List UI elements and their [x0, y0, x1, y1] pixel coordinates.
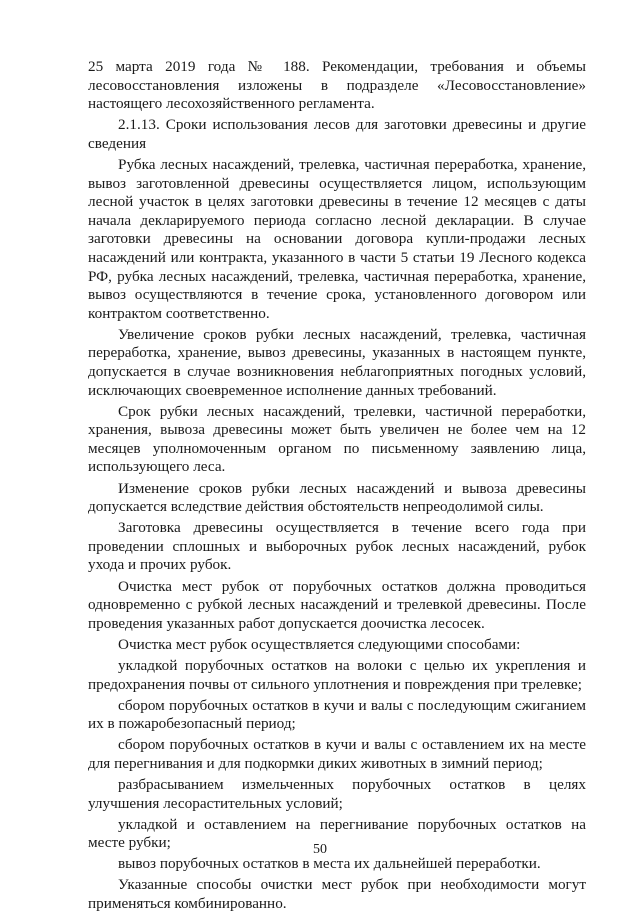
list-item: сбором порубочных остатков в кучи и валы с последующим сжиганием их в пожаробезопасный период; [88, 696, 586, 733]
list-item: сбором порубочных остатков в кучи и валы с оставлением их на месте для перегнивания и для подкормки диких животных в зимний период; [88, 736, 586, 772]
list-item: разбрасыванием измельченных порубочных остатков в целях улучшения лесорастительных условий; [88, 775, 586, 812]
list-item: укладкой и оставлением на перегнивание порубочных остатков на месте рубки; [88, 815, 586, 852]
list-item: укладкой порубочных остатков на волоки с целью их укрепления и предохранения почвы от сильного уплотнения и повреждения при трелевке; [88, 656, 586, 693]
paragraph-intro: 25 марта 2019 года № 188. Рекомендации, требования и объемы лесовосстановления изложены в подразделе «Лесовосстановление» настоящего лесохозяйственного регламента. [88, 58, 586, 113]
paragraph-cleaning: Очистка мест рубок от порубочных остатков должна проводиться одновременно с рубкой лесных насаждений и трелевкой древесины. После проведения указанных работ допускается доочистка лесосек. [88, 577, 586, 632]
list-item: вывоз порубочных остатков в места их дальнейшей переработки. [118, 855, 541, 873]
page-number: 50 [313, 842, 327, 857]
paragraph-year-round: Заготовка древесины осуществляется в течение всего года при проведении сплошных и выборочных рубок лесных насаждений, рубок ухода и прочих рубок. [88, 519, 586, 574]
paragraph-cleaning-methods: Очистка мест рубок осуществляется следующими способами: [118, 635, 521, 653]
paragraph-force-majeure: Изменение сроков рубки лесных насаждений и вывоза древесины допускается вследствие действия обстоятельств непреодолимой силы. [88, 479, 586, 516]
paragraph-combined: Указанные способы очистки мест рубок при необходимости могут применяться комбинированно. [88, 876, 586, 913]
paragraph-term-extension: Срок рубки лесных насаждений, трелевки, частичной переработки, хранения, вывоза древесины может быть увеличен не более чем на 12 месяцев уполномоченным органом по письменному заявлению лица, использующего леса. [88, 402, 586, 476]
paragraph-term-increase: Увеличение сроков рубки лесных насаждений, трелевка, частичная переработка, хранение, вывоз древесины, указанных в настоящем пункте, допускается в случае возникновения неблагоприятных погодных условий, исключающих своевременное исполнение данных требований. [88, 325, 586, 399]
paragraph-logging-terms: Рубка лесных насаждений, трелевка, частичная переработка, хранение, вывоз заготовленной древесины осуществляется лицом, использующим лесной участок в целях заготовки древесины в течение 12 месяцев с даты начала декларируемого периода согласно лесной декларации. В случае заготовки древесины на основании договора купли-продажи лесных насаждений или контракта, указанного в части 5 статьи 19 Лесного кодекса РФ, рубка лесных насаждений, трелевка, частичная переработка, хранение, вывоз осуществляются в течение срока, установленного договором или контрактом соответственно. [88, 155, 586, 322]
section-heading: 2.1.13. Сроки использования лесов для заготовки древесины и другие сведения [88, 116, 586, 152]
document-page [88, 58, 586, 916]
